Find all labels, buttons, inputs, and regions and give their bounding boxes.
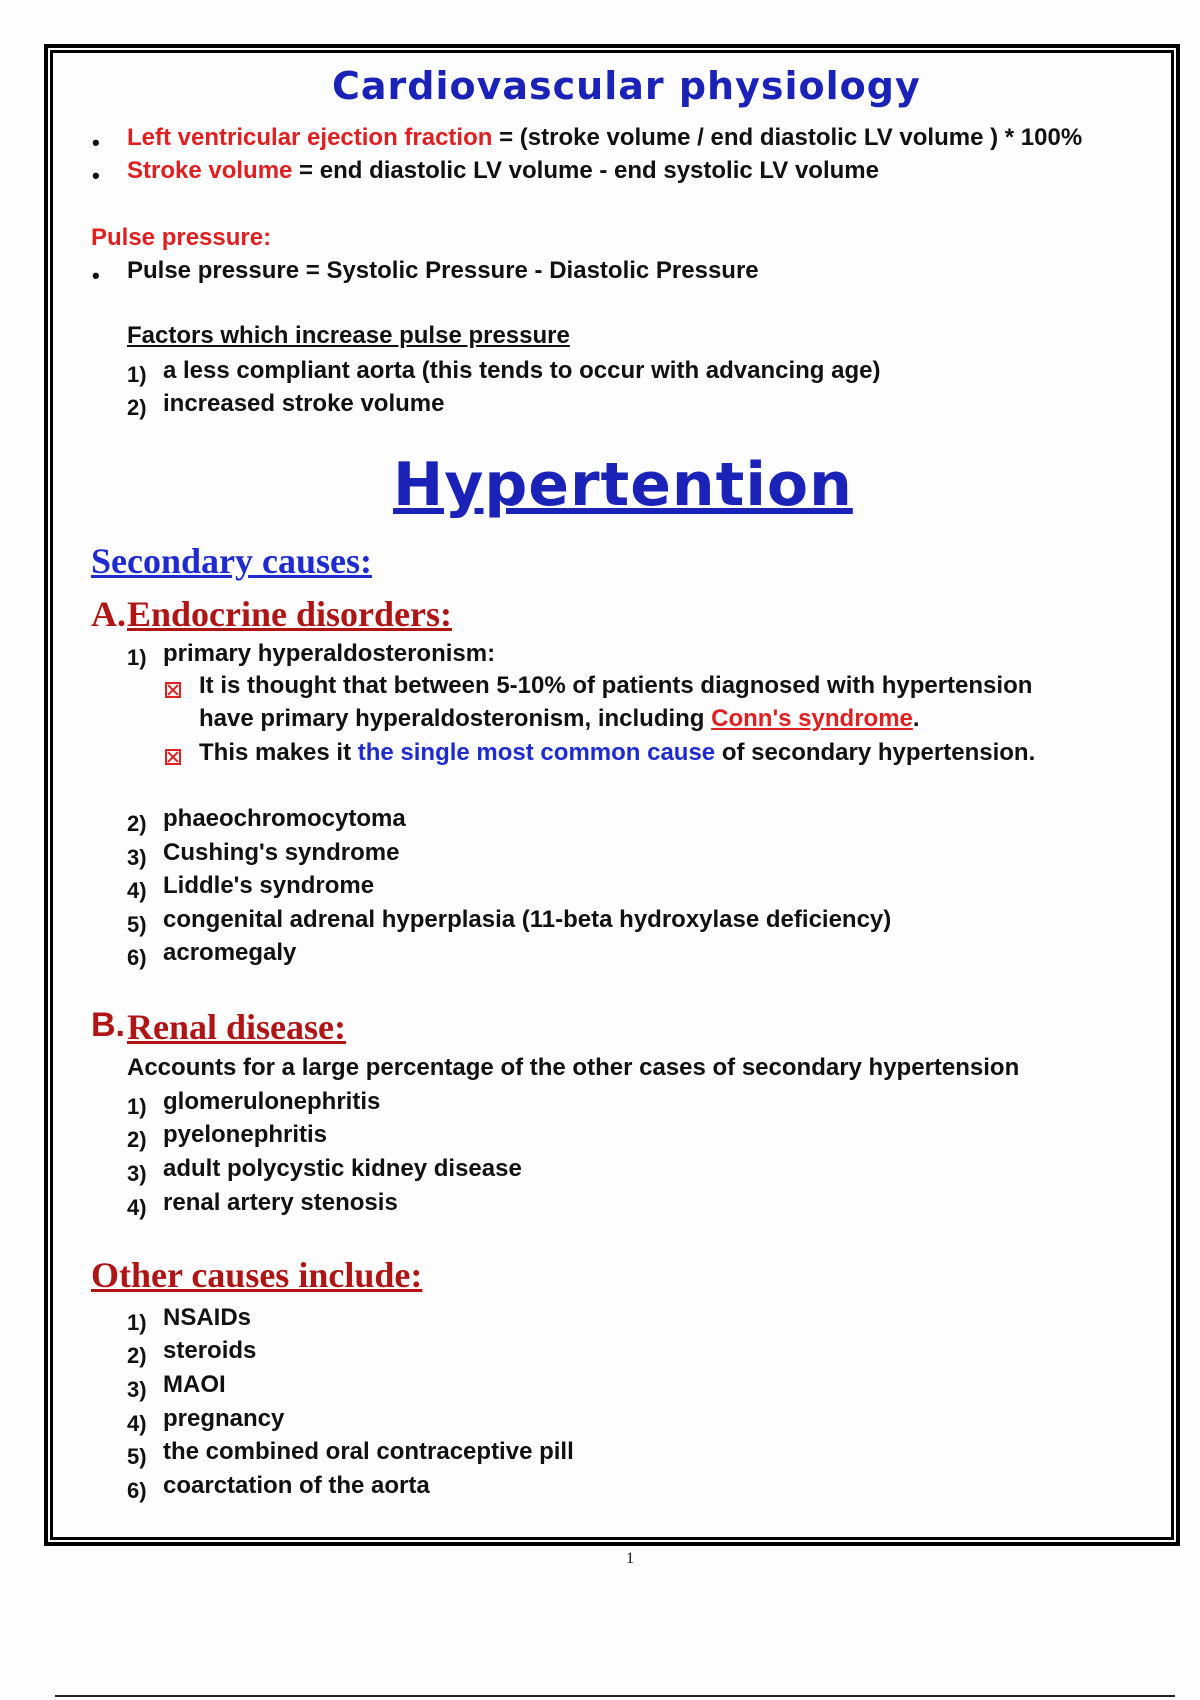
- section-letter-a: A.: [91, 594, 126, 634]
- checkbox-icon: [165, 742, 181, 771]
- list-number: 4): [127, 1411, 147, 1436]
- formula-rest: = (stroke volume / end diastolic LV volume ) * 100%: [492, 124, 1083, 151]
- list-number: 4): [127, 1195, 147, 1220]
- list-number: 1): [127, 1310, 147, 1335]
- note-part: This makes it: [199, 739, 358, 766]
- note-text-continued: [199, 705, 920, 733]
- list-item: MAOI: [163, 1371, 226, 1398]
- list-number: 1): [127, 362, 147, 387]
- list-item: a less compliant aorta (this tends to occur with advancing age): [163, 357, 881, 384]
- list-item: increased stroke volume: [163, 390, 445, 417]
- list-number: 2): [127, 811, 147, 836]
- other-causes-heading: Other causes include:: [91, 1255, 423, 1295]
- list-number: 1): [127, 1094, 147, 1119]
- checkbox-icon: [165, 675, 181, 704]
- list-number: 2): [127, 1127, 147, 1152]
- formula-rest: = end diastolic LV volume - end systolic LV volume: [292, 157, 879, 184]
- note-end: .: [912, 705, 920, 732]
- list-number: 4): [127, 878, 147, 903]
- note-part: of secondary hypertension.: [715, 739, 1036, 766]
- note-highlight: the single most common cause: [357, 739, 716, 766]
- formula-term: Stroke volume: [127, 157, 293, 184]
- pulse-formula: Pulse pressure = Systolic Pressure - Diastolic Pressure: [127, 257, 759, 284]
- list-number: 5): [127, 1444, 147, 1469]
- pulse-heading: Pulse pressure:: [91, 224, 272, 251]
- list-number: 6): [127, 945, 147, 970]
- section-title-hypertension: Hypertention: [393, 450, 853, 520]
- section-letter-b: B.: [91, 1006, 125, 1044]
- list-number: 2): [127, 1343, 147, 1368]
- page-number: 1: [626, 1550, 634, 1567]
- list-item: pyelonephritis: [163, 1121, 328, 1148]
- list-item: NSAIDs: [163, 1304, 252, 1331]
- list-item: adult polycystic kidney disease: [163, 1155, 522, 1182]
- list-number: 3): [127, 845, 147, 870]
- bullet-dot: •: [92, 163, 100, 188]
- list-item: glomerulonephritis: [163, 1088, 381, 1115]
- list-number: 3): [127, 1161, 147, 1186]
- bullet-dot: •: [92, 130, 100, 155]
- list-item: renal artery stenosis: [163, 1189, 398, 1216]
- note-part: have primary hyperaldosteronism, including: [199, 705, 712, 732]
- list-item: pregnancy: [163, 1405, 285, 1432]
- footer-divider: [55, 1695, 1175, 1697]
- note-text: It is thought that between 5-10% of patients diagnosed with hypertension: [199, 672, 1033, 699]
- formula-term: Left ventricular ejection fraction: [127, 124, 493, 151]
- list-item: coarctation of the aorta: [163, 1472, 430, 1499]
- list-number: 1): [127, 645, 147, 670]
- renal-intro: Accounts for a large percentage of the other cases of secondary hypertension: [127, 1054, 1020, 1081]
- list-item: Liddle's syndrome: [163, 872, 375, 899]
- formula-stroke-volume: [127, 157, 879, 185]
- page-title: Cardiovascular physiology: [332, 64, 921, 108]
- list-number: 3): [127, 1377, 147, 1402]
- list-number: 6): [127, 1478, 147, 1503]
- list-item: phaeochromocytoma: [163, 805, 406, 832]
- secondary-causes-heading: Secondary causes:: [91, 541, 372, 581]
- formula-ejection-fraction: [127, 124, 1082, 152]
- list-number: 2): [127, 395, 147, 420]
- list-item: steroids: [163, 1337, 257, 1364]
- bullet-dot: •: [92, 263, 100, 288]
- list-item: primary hyperaldosteronism:: [163, 640, 496, 667]
- renal-heading: Renal disease:: [127, 1007, 346, 1047]
- list-item: Cushing's syndrome: [163, 839, 400, 866]
- factors-heading: Factors which increase pulse pressure: [127, 322, 570, 349]
- list-item: congenital adrenal hyperplasia (11-beta hydroxylase deficiency): [163, 906, 892, 933]
- note-text: [199, 739, 1035, 767]
- list-item: acromegaly: [163, 939, 297, 966]
- endocrine-heading: Endocrine disorders:: [127, 594, 453, 634]
- list-item: the combined oral contraceptive pill: [163, 1438, 574, 1465]
- conns-syndrome-link[interactable]: Conn's syndrome: [711, 705, 913, 732]
- list-number: 5): [127, 912, 147, 937]
